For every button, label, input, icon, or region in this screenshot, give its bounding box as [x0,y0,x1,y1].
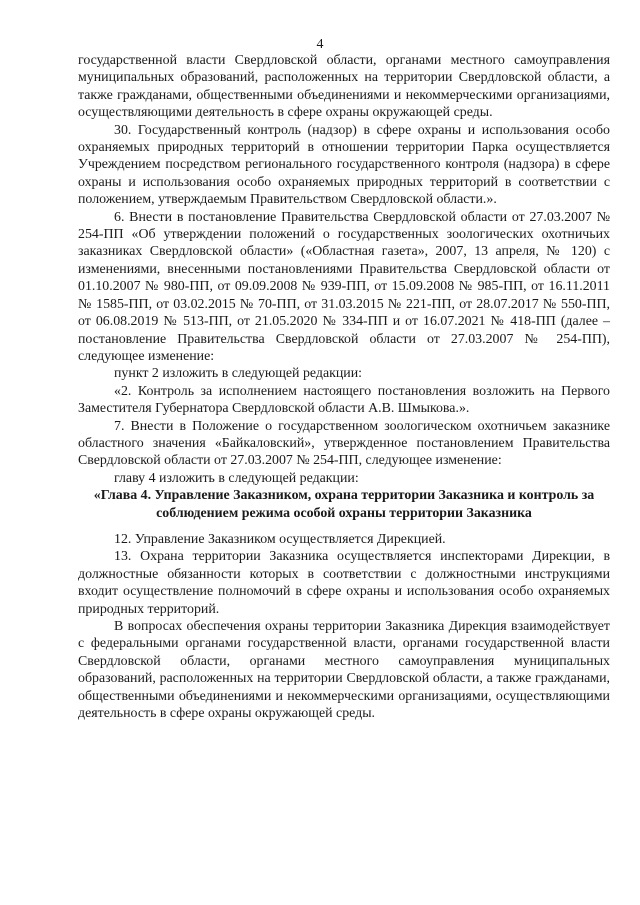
paragraph-item-6: 6. Внести в постановление Правительства Свердловской области от 27.03.2007 № 254-ПП «Об утверждении положений о государственных зоологических охотничьих заказниках Свердловской области» («Областная газета», 2007, 13 апреля, № 120) с изменениями, внесенными постановлениями Правительства Свердловской области от 01.10.2007 № 980-ПП, от 09.09.2008 № 939-ПП, от 15.09.2008 № 985-ПП, от 16.11.2011 № 1585-ПП, от 03.02.2015 № 70-ПП, от 31.03.2015 № 221-ПП, от 28.07.2017 № 550-ПП, от 06.08.2019 № 513-ПП, от 21.05.2020 № 334-ПП и от 16.07.2021 № 418-ПП (далее – постановление Правительства Свердловской области от 27.03.2007 № 254-ПП), следующее изменение: [78,209,610,364]
paragraph-item-30: 30. Государственный контроль (надзор) в сфере охраны и использования особо охраняемых природных территорий в отношении территории Парка осуществляется Учреждением посредством регионального государственного контроля (надзора) в сфере охраны и использования особо охраняемых природных территорий в соответствии с положением, утверждаемым Правительством Свердловской области.». [78,122,610,208]
document-body [78,52,610,722]
paragraph-instruction-chapter-4: главу 4 изложить в следующей редакции: [114,470,359,486]
paragraph-item-7: 7. Внести в Положение о государственном зоологическом охотничьем заказнике областного значения «Байкаловский», утвержденное постановлением Правительства Свердловской области от 27.03.2007 № 254-ПП, следующее изменение: [78,418,610,469]
chapter-heading: «Глава 4. Управление Заказником, охрана территории Заказника и контроль за соблюдением режима особой охраны территории Заказника [93,488,595,521]
paragraph-continued: государственной власти Свердловской области, органами местного самоуправления муниципальных образований, расположенных на территории Свердловской области, а также гражданами, общественными объединениями и некоммерческими организациями, осуществляющими деятельность в сфере охраны окружающей среды. [78,53,610,121]
page-number: 4 [316,37,324,52]
paragraph-instruction-point-2: пункт 2 изложить в следующей редакции: [114,366,363,382]
paragraph-cooperation: В вопросах обеспечения охраны территории Заказника Дирекция взаимодействует с федеральными органами государственной власти, органами государственной власти Свердловской области, органами местного самоуправления муниципальных образований, расположенных на территории Свердловской области, а также гражданами, общественными объединениями и некоммерческими организациями, осуществляющими деятельность в сфере охраны окружающей среды. [78,619,610,722]
paragraph-item-12: 12. Управление Заказником осуществляется Дирекцией. [114,531,446,547]
paragraph-item-13: 13. Охрана территории Заказника осуществляется инспекторами Дирекции, в должностные обязанности которых в соответствии с должностными инструкциями входит осуществление полномочий в сфере охраны и использования особо охраняемых природных территорий. [78,549,610,617]
paragraph-point-2-text: «2. Контроль за исполнением настоящего постановления возложить на Первого Заместителя Губернатора Свердловской области А.В. Шмыкова.». [78,383,610,417]
